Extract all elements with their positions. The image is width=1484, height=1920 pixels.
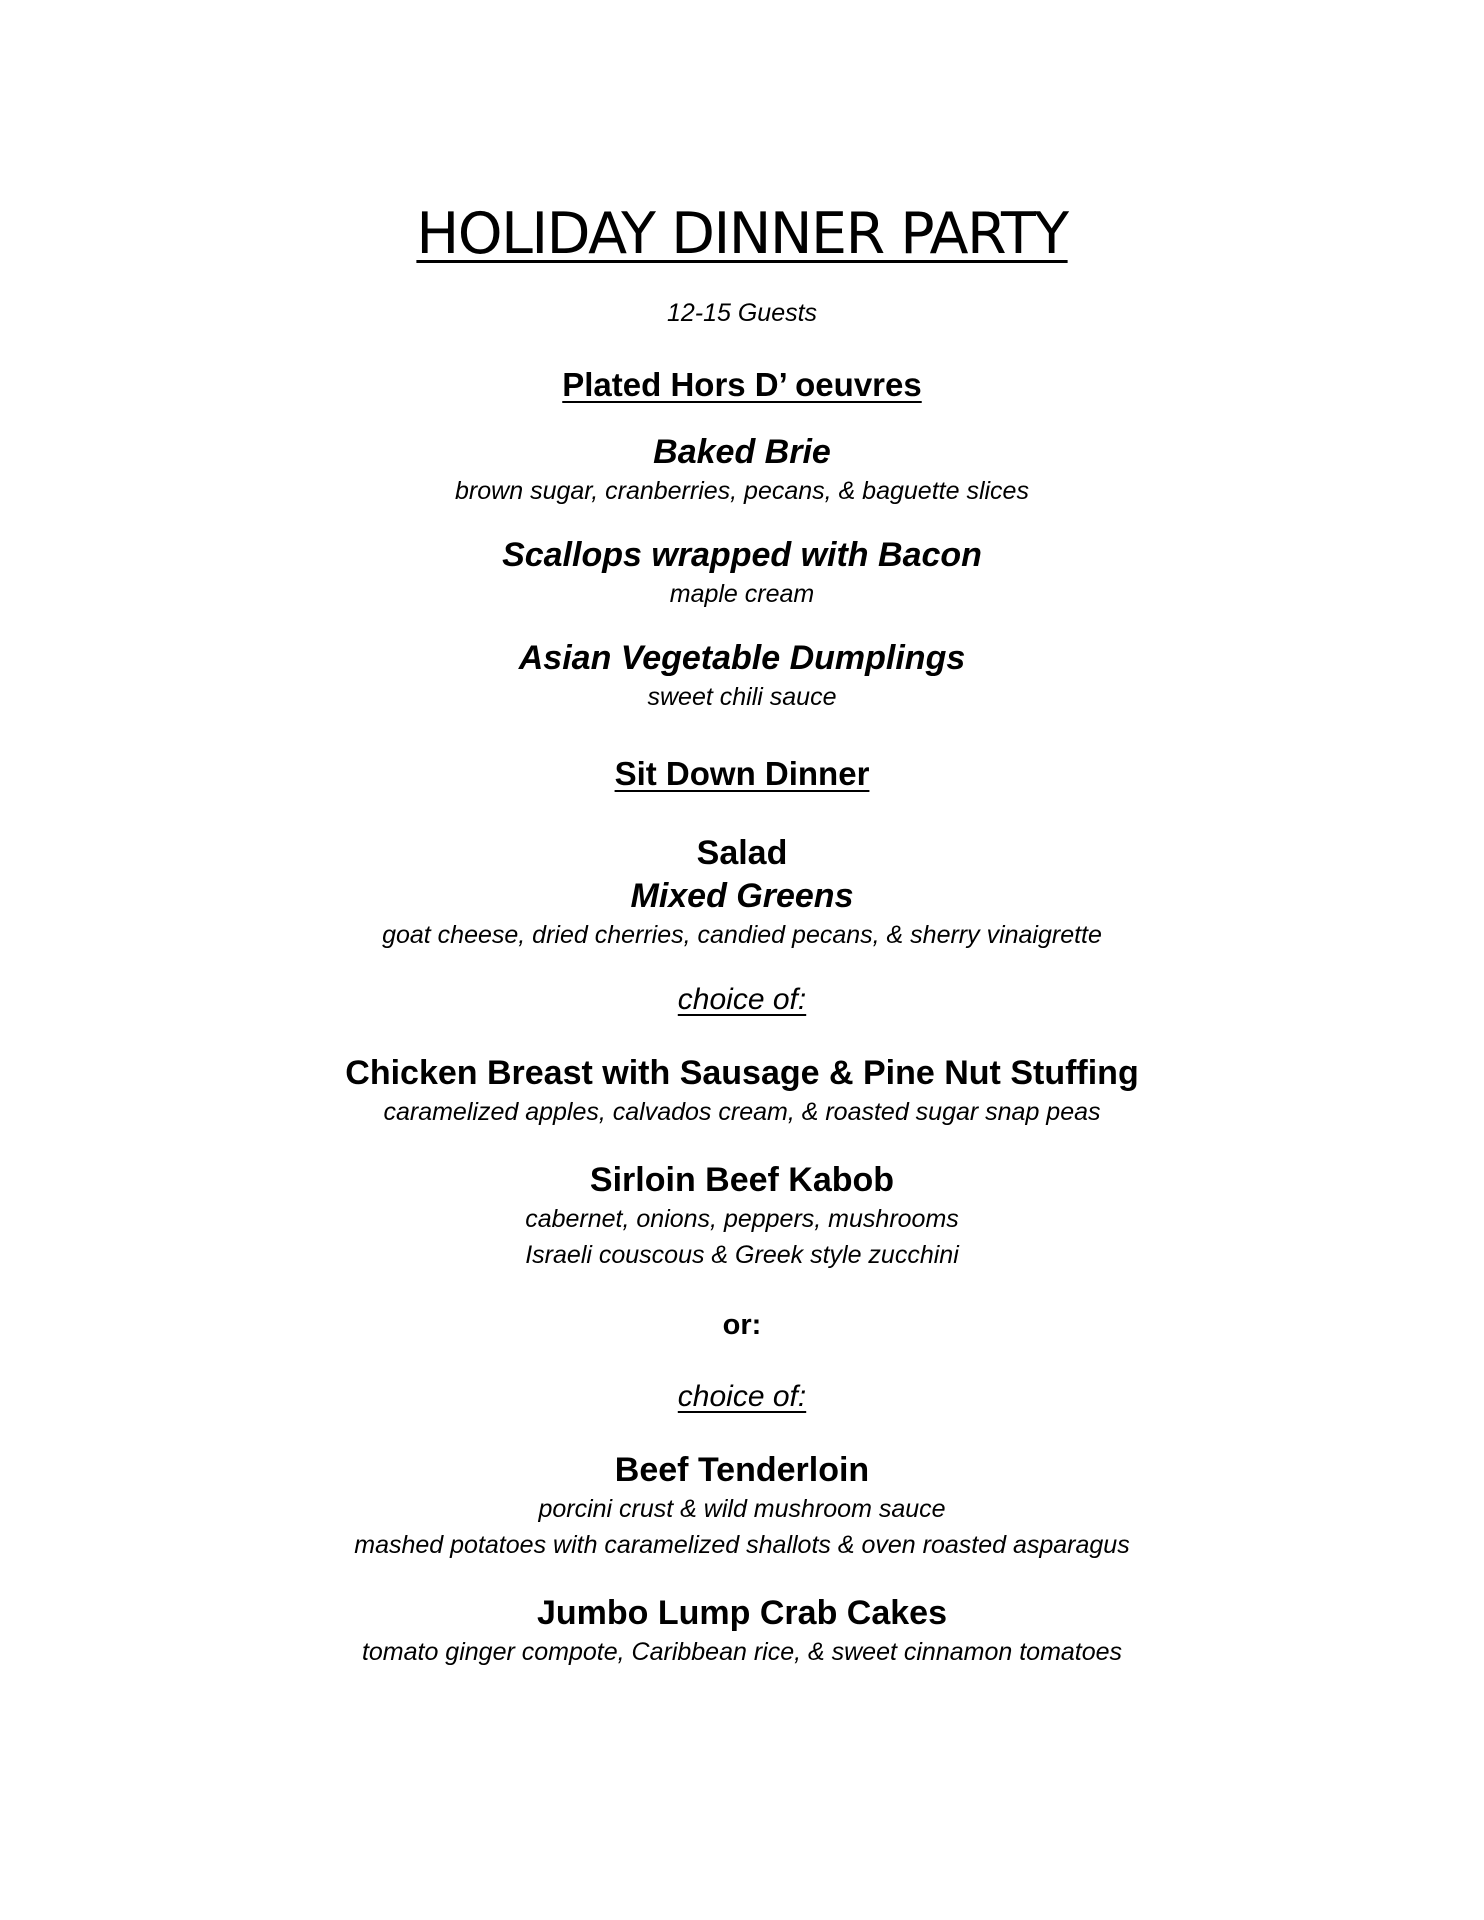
choice-label: choice of: xyxy=(677,982,807,1016)
dish-description: brown sugar, cranberries, pecans, & baguette slices xyxy=(455,476,1029,505)
dish-description: sweet chili sauce xyxy=(647,682,837,711)
choice-label: choice of: xyxy=(677,1380,807,1414)
salad-description: goat cheese, dried cherries, candied pecans, & sherry vinaigrette xyxy=(382,920,1102,949)
entree-crab-cakes xyxy=(0,1593,1484,1670)
entree-beef-tenderloin xyxy=(0,1450,1484,1563)
dish-description: porcini crust & wild mushroom sauce xyxy=(538,1494,946,1523)
dish-description: mashed potatoes with caramelized shallots & oven roasted asparagus xyxy=(354,1531,1130,1560)
dish-name: Baked Brie xyxy=(653,432,831,471)
dish-description: Israeli couscous & Greek style zucchini xyxy=(525,1240,959,1269)
dish-description: cabernet, onions, peppers, mushrooms xyxy=(525,1204,959,1233)
section-heading-hors-doeuvres: Plated Hors D’ oeuvres xyxy=(562,365,922,403)
guest-count: 12-15 Guests xyxy=(666,298,818,327)
entree-sirloin-kabob xyxy=(0,1160,1484,1273)
entree-chicken-breast xyxy=(0,1053,1484,1130)
menu-content xyxy=(0,201,1484,1671)
section-heading-sit-down-dinner: Sit Down Dinner xyxy=(614,754,870,792)
dish-name: Sirloin Beef Kabob xyxy=(589,1160,895,1199)
dish-name: Beef Tenderloin xyxy=(614,1451,870,1490)
dish-name: Scallops wrapped with Bacon xyxy=(502,535,982,574)
dish-description: maple cream xyxy=(669,579,815,608)
or-label: or: xyxy=(722,1309,762,1342)
dish-description: tomato ginger compote, Caribbean rice, & sweet cinnamon tomatoes xyxy=(361,1638,1123,1667)
hors-item-baked-brie xyxy=(0,432,1484,509)
hors-item-dumplings xyxy=(0,638,1484,715)
menu-title: HOLIDAY DINNER PARTY xyxy=(416,201,1068,267)
hors-item-scallops xyxy=(0,535,1484,612)
dish-name: Asian Vegetable Dumplings xyxy=(518,638,966,677)
salad-name: Mixed Greens xyxy=(630,876,854,915)
dish-name: Jumbo Lump Crab Cakes xyxy=(537,1594,947,1633)
dish-name: Chicken Breast with Sausage & Pine Nut Stuffing xyxy=(345,1053,1139,1092)
dish-description: caramelized apples, calvados cream, & roasted sugar snap peas xyxy=(383,1097,1101,1126)
course-label-salad: Salad xyxy=(696,833,788,872)
